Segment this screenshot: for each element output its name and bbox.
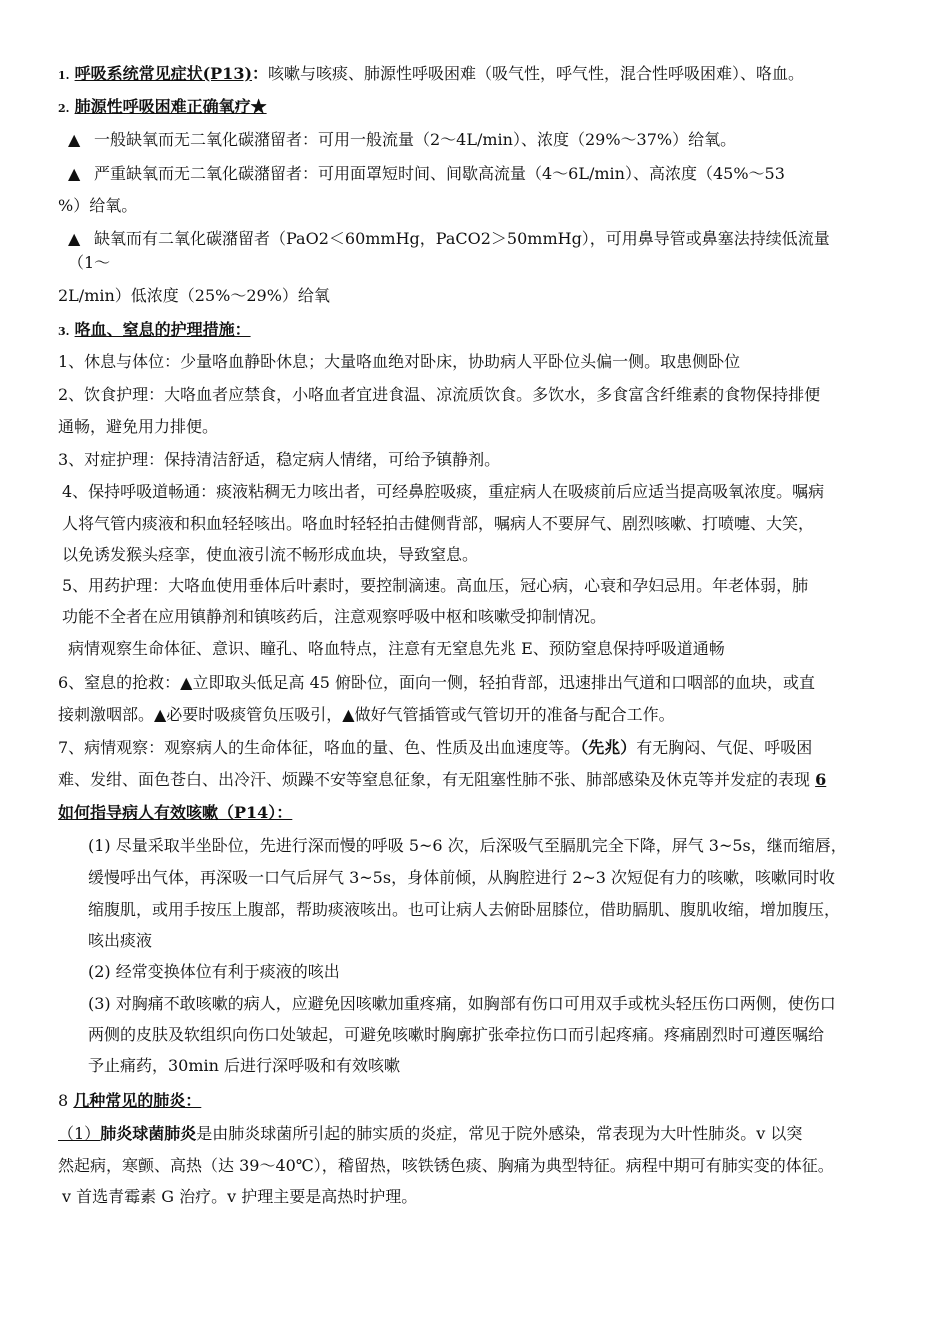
paragraph-text: 严重缺氧而无二氧化碳潴留者：可用面罩短时间、间歇高流量（4～6L/min）、高浓度（45%～53	[94, 164, 785, 183]
paragraph-line: 功能不全者在应用镇静剂和镇咳药后，注意观察呼吸中枢和咳嗽受抑制情况。	[62, 607, 607, 626]
paragraph-line: 缩腹肌，或用手按压上腹部，帮助痰液咳出。也可让病人去俯卧屈膝位，借助膈肌、腹肌收缩，增加腹压，	[88, 900, 841, 919]
paragraph-line: (3) 对胸痛不敢咳嗽的病人，应避免因咳嗽加重疼痛，如胸部有伤口可用双手或枕头轻压伤口两侧，使伤口	[88, 994, 836, 1013]
paragraph-line: 缓慢呼出气体，再深吸一口气后屏气 3~5s，身体前倾，从胸腔进行 2~3 次短促有力的咳嗽，咳嗽同时收	[88, 868, 836, 887]
paragraph-line: 予止痛药，30min 后进行深呼吸和有效咳嗽	[88, 1056, 401, 1075]
triangle-bullet-icon: ▲	[68, 164, 81, 183]
section-8-heading	[58, 1091, 201, 1111]
section-number: 6	[815, 770, 827, 789]
section-1-line	[58, 64, 804, 86]
paragraph-line: (2) 经常变换体位有利于痰液的咳出	[88, 962, 340, 981]
section-title: 呼吸系统常见症状(P13)	[74, 64, 253, 83]
paragraph-text: 一般缺氧而无二氧化碳潴留者：可用一般流量（2～4L/min）、浓度（29%～37%）给氧。	[94, 130, 737, 149]
paragraph-line: 1、休息与体位：少量咯血静卧休息；大量咯血绝对卧床，协助病人平卧位头偏一侧。取患侧卧位	[58, 352, 741, 371]
paragraph-line	[58, 770, 826, 790]
paragraph-text: 是由肺炎球菌所引起的肺实质的炎症，常见于院外感染，常表现为大叶性肺炎。v 以突	[196, 1124, 803, 1143]
paragraph-line: 两侧的皮肤及软组织向伤口处皱起，可避免咳嗽时胸廓扩张牵拉伤口而引起疼痛。疼痛剧烈时可遵医嘱给	[88, 1025, 825, 1044]
oxygen-bullet-3	[68, 229, 830, 249]
paragraph-line: 接刺激咽部。▲必要时吸痰管负压吸引，▲做好气管插管或气管切开的准备与配合工作。	[58, 705, 675, 724]
triangle-bullet-icon: ▲	[68, 229, 81, 248]
paragraph-line: 人将气管内痰液和积血轻轻咳出。咯血时轻轻拍击健侧背部，嘱病人不要屏气、剧烈咳嗽、打喷嚏、大笑，	[62, 514, 815, 533]
paragraph-line: 咳出痰液	[88, 931, 153, 950]
paragraph-text: 咳嗽与咳痰、肺源性呼吸困难（吸气性，呼气性，混合性呼吸困难）、咯血。	[268, 64, 805, 83]
title-separator: ：	[252, 64, 269, 83]
section-title: 几种常见的肺炎：	[73, 1091, 202, 1110]
triangle-bullet-icon: ▲	[68, 130, 81, 149]
paragraph-line: 4、保持呼吸道畅通：痰液粘稠无力咳出者，可经鼻腔吸痰，重症病人在吸痰前后应适当提高吸氧浓度。嘱病	[62, 482, 825, 501]
paragraph-line	[58, 738, 812, 758]
paragraph-line: 通畅，避免用力排便。	[58, 417, 219, 436]
section-title: 肺源性呼吸困难正确氧疗★	[74, 97, 267, 116]
section-3-heading	[58, 320, 251, 342]
section-title: 咯血、窒息的护理措施：	[74, 320, 251, 339]
emphasis-text: （先兆）	[580, 738, 637, 757]
section-number: 8	[58, 1091, 69, 1110]
paragraph-line: （1～	[68, 253, 111, 272]
oxygen-bullet-1	[68, 130, 736, 150]
paragraph-line: (1) 尽量采取半坐卧位，先进行深而慢的呼吸 5~6 次，后深吸气至膈肌完全下降，屏气 3~5s，继而缩唇，	[88, 836, 847, 855]
paragraph-line: 5、用药护理：大咯血使用垂体后叶素时，要控制滴速。高血压，冠心病，心衰和孕妇忌用。年老体弱，肺	[62, 576, 809, 595]
paragraph-line	[58, 1124, 802, 1144]
paragraph-line: 2L/min）低浓度（25%～29%）给氧	[58, 286, 330, 305]
paragraph-line: %）给氧。	[58, 196, 138, 215]
section-number: 2.	[58, 102, 70, 115]
paragraph-line: 然起病，寒颤、高热（达 39～40℃），稽留热，咳铁锈色痰、胸痛为典型特征。病程中期可有肺实变的体征。	[58, 1156, 834, 1175]
paragraph-line: 以免诱发猴头痉挛，使血液引流不畅形成血块，导致窒息。	[62, 545, 479, 564]
paragraph-text: 有无胸闷、气促、呼吸困	[636, 738, 813, 757]
subsection-number: （1）	[58, 1124, 101, 1143]
section-title: 如何指导病人有效咳嗽（P14）：	[58, 803, 293, 822]
subsection-title: 肺炎球菌肺炎	[100, 1124, 197, 1143]
oxygen-bullet-2	[68, 164, 785, 184]
section-2-heading	[58, 97, 267, 119]
paragraph-line: 3、对症护理：保持清洁舒适，稳定病人情绪，可给予镇静剂。	[58, 450, 501, 469]
paragraph-line: 病情观察生命体征、意识、瞳孔、咯血特点，注意有无窒息先兆 E、预防窒息保持呼吸道通畅	[68, 639, 725, 658]
paragraph-text: 7、病情观察：观察病人的生命体征，咯血的量、色、性质及出血速度等。	[58, 738, 581, 757]
paragraph-text: 难、发绀、面色苍白、出冷汗、烦躁不安等窒息征象，有无阻塞性肺不张、肺部感染及休克等并发症的表现	[58, 770, 811, 789]
paragraph-line: v 首选青霉素 G 治疗。v 护理主要是高热时护理。	[62, 1187, 418, 1206]
section-number: 3.	[58, 325, 70, 338]
section-number: 1.	[58, 69, 70, 82]
paragraph-line: 6、窒息的抢救：▲立即取头低足高 45 俯卧位，面向一侧，轻拍背部，迅速排出气道和口咽部的血块，或直	[58, 673, 816, 692]
paragraph-line: 2、饮食护理：大咯血者应禁食，小咯血者宜进食温、凉流质饮食。多饮水，多食富含纤维素的食物保持排便	[58, 385, 821, 404]
paragraph-text: 缺氧而有二氧化碳潴留者（PaO2＜60mmHg，PaCO2＞50mmHg），可用鼻导管或鼻塞法持续低流量	[94, 229, 830, 248]
section-6-heading	[58, 803, 292, 823]
